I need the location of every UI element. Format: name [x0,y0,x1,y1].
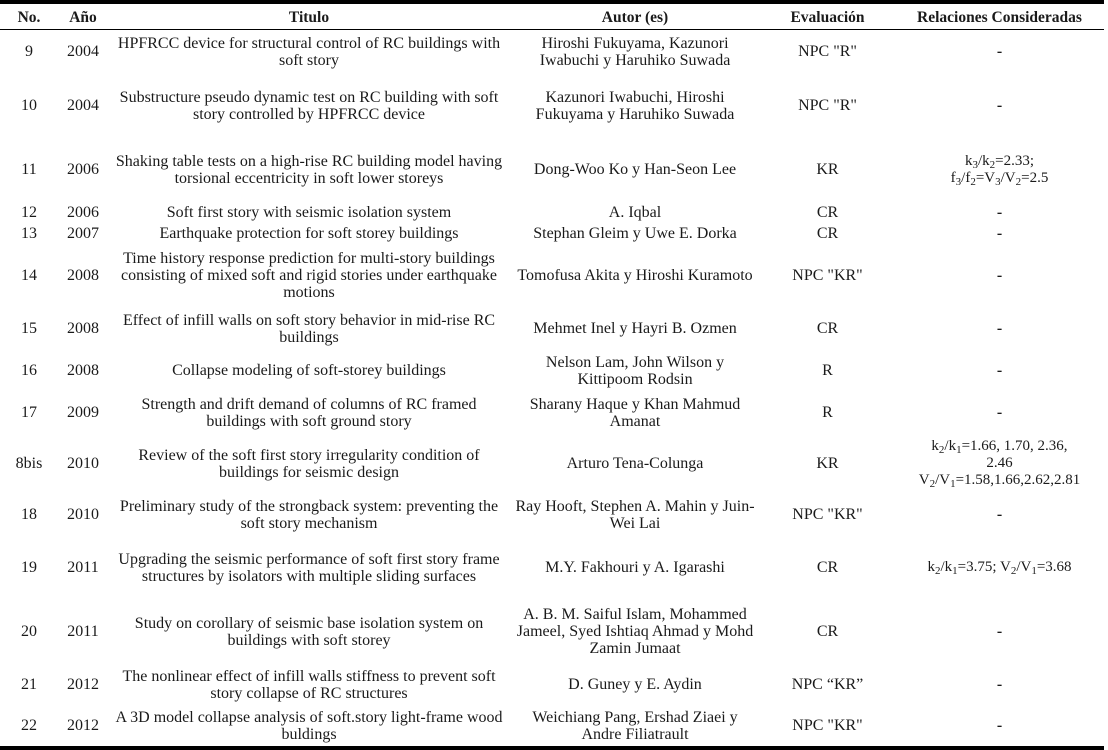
cell-year: 2008 [67,267,99,284]
cell-author: Arturo Tena-Colunga [566,455,704,472]
cell-title: Study on corollary of seismic base isolation system on buildings with soft storey [134,614,484,649]
cell-relations: - [996,224,1003,242]
cell-no: 13 [21,224,37,242]
header-year: Año [58,2,108,30]
cell-evaluation: NPC "KR" [792,717,863,734]
cell-relations: - [996,404,1003,421]
cell-year: 2010 [67,455,99,472]
cell-author: Mehmet Inel y Hayri B. Ozmen [533,320,737,337]
cell-evaluation: CR [816,320,839,337]
cell-evaluation: R [822,404,833,421]
cell-evaluation: CR [816,559,839,576]
header-author: Autor (es) [510,2,760,30]
cell-author: M.Y. Fakhouri y A. Igarashi [545,559,725,576]
cell-author: Ray Hooft, Stephen A. Mahin y Juin-Wei Lai [515,497,755,532]
table-row [0,308,1104,350]
cell-title: A 3D model collapse analysis of soft.story light-frame wood buldings [115,708,503,743]
cell-year: 2004 [67,97,99,114]
cell-relations [895,138,1104,202]
relation-line: 2.46 [986,455,1013,471]
cell-year: 2004 [67,43,99,61]
cell-year: 2009 [67,404,99,421]
cell-author: Stephan Gleim y Uwe E. Dorka [533,224,737,242]
cell-no: 18 [21,506,37,523]
cell-relations: - [996,203,1003,221]
cell-title: The nonlinear effect of infill walls stiffness to prevent soft story collapse of RC structures [122,667,496,702]
cell-evaluation: NPC "KR" [792,267,863,284]
cell-relations: - [996,506,1003,523]
cell-evaluation: CR [816,224,839,242]
cell-author: A. Iqbal [608,203,662,221]
cell-title: Upgrading the seismic performance of soft first story frame structures by isolators with multiple sliding surfaces [118,550,500,585]
cell-relations: - [996,43,1003,61]
header-title: Titulo [108,2,510,30]
cell-no: 20 [21,623,37,640]
cell-year: 2008 [67,320,99,337]
cell-title: Substructure pseudo dynamic test on RC building with soft story controlled by HPFRCC device [119,88,499,123]
cell-no: 16 [21,362,37,379]
relation-line: $k_2/k_1=1.66$, 1.70, 2.36, [931,438,1068,456]
cell-no: 22 [21,717,37,734]
table-row [0,434,1104,494]
cell-year: 2012 [67,717,99,734]
cell-relations: - [996,717,1003,734]
relation-line: $f_3/f_2=V_3/V_2=2.5$ [950,169,1049,188]
cell-relations: - [996,267,1003,284]
header-evaluation: Evaluación [760,2,895,30]
table-row [0,138,1104,202]
cell-year: 2006 [67,203,99,221]
cell-evaluation: CR [816,203,839,221]
cell-author: Sharany Haque y Khan Mahmud Amanat [529,395,741,430]
cell-evaluation: KR [816,161,839,178]
cell-title: Effect of infill walls on soft story behavior in mid-rise RC buildings [122,311,496,346]
table-row [0,202,1104,223]
cell-evaluation: NPC "R" [798,43,857,61]
table-row [0,706,1104,748]
table-row [0,244,1104,308]
table-row [0,536,1104,600]
table-row [0,664,1104,706]
cell-author: Kazunori Iwabuchi, Hiroshi Fukuyama y Haruhiko Suwada [535,88,735,123]
cell-author: A. B. M. Saiful Islam, Mohammed Jameel, Syed Ishtiaq Ahmad y Mohd Zamin Jumaat [516,606,754,657]
cell-no: 9 [25,43,33,61]
cell-relations: - [996,623,1003,640]
cell-no: 11 [21,161,37,178]
cell-year: 2010 [67,506,99,523]
cell-year: 2012 [67,676,99,693]
cell-no: 21 [21,676,37,693]
header-relations: Relaciones Consideradas [895,2,1104,30]
header-no: No. [0,2,58,30]
cell-year: 2011 [67,559,99,576]
cell-evaluation: NPC "KR" [792,506,863,523]
cell-title: HPFRCC device for structural control of RC buildings with soft story [117,34,501,69]
cell-no: 14 [21,267,37,284]
relation-line: $k_2/k_1=3.75$; $V_2/V_1=3.68$ [927,559,1072,577]
cell-title: Time history response prediction for multi-story buildings consisting of mixed soft and rigid stories under earthquake motions [121,250,497,301]
cell-title: Collapse modeling of soft-storey buildings [172,362,446,379]
cell-relations [895,434,1104,494]
table-row [0,494,1104,536]
cell-year: 2008 [67,362,99,379]
table-row [0,223,1104,244]
cell-author: Tomofusa Akita y Hiroshi Kuramoto [517,267,753,284]
cell-author: Nelson Lam, John Wilson y Kittipoom Rodsin [545,353,725,388]
cell-evaluation: NPC "R" [798,97,857,114]
cell-relations: - [996,320,1003,337]
cell-evaluation: KR [816,455,839,472]
cell-title: Soft first story with seismic isolation system [166,203,452,221]
table-body [0,30,1104,748]
cell-no: 8bis [15,455,43,472]
cell-no: 17 [21,404,37,421]
cell-relations: - [996,362,1003,379]
cell-author: Hiroshi Fukuyama, Kazunori Iwabuchi y Haruhiko Suwada [539,34,731,69]
cell-author: Weichiang Pang, Ershad Ziaei y Andre Filiatrault [532,708,738,743]
cell-no: 10 [21,97,37,114]
cell-no: 12 [21,203,37,221]
table-row [0,30,1104,74]
cell-year: 2006 [67,161,99,178]
cell-title: Shaking table tests on a high-rise RC building model having torsional eccentricity in soft lower storeys [115,152,503,187]
table-header [0,2,1104,30]
cell-title: Preliminary study of the strongback system: preventing the soft story mechanism [119,497,499,532]
cell-author: D. Guney y E. Aydin [568,676,702,693]
relation-line: $k_3/k_2=2.33$; [964,152,1035,171]
cell-evaluation: NPC “KR” [791,676,864,693]
cell-title: Review of the soft first story irregularity condition of buildings for seismic design [138,446,480,481]
cell-year: 2007 [67,224,99,242]
relation-line: $V_2/V_1=1.58,1.66,2.62,2.81$ [918,472,1081,490]
cell-no: 15 [21,320,37,337]
cell-year: 2011 [67,623,99,640]
cell-author: Dong-Woo Ko y Han-Seon Lee [533,161,737,178]
cell-evaluation: CR [816,623,839,640]
cell-relations [895,536,1104,600]
cell-no: 19 [21,559,37,576]
cell-title: Earthquake protection for soft storey buildings [159,224,459,242]
cell-relations: - [996,676,1003,693]
cell-relations: - [996,97,1003,114]
table-row [0,74,1104,138]
cell-title: Strength and drift demand of columns of RC framed buildings with soft ground story [141,395,477,430]
table-row [0,350,1104,392]
table-row [0,600,1104,664]
cell-evaluation: R [822,362,833,379]
table-row [0,392,1104,434]
